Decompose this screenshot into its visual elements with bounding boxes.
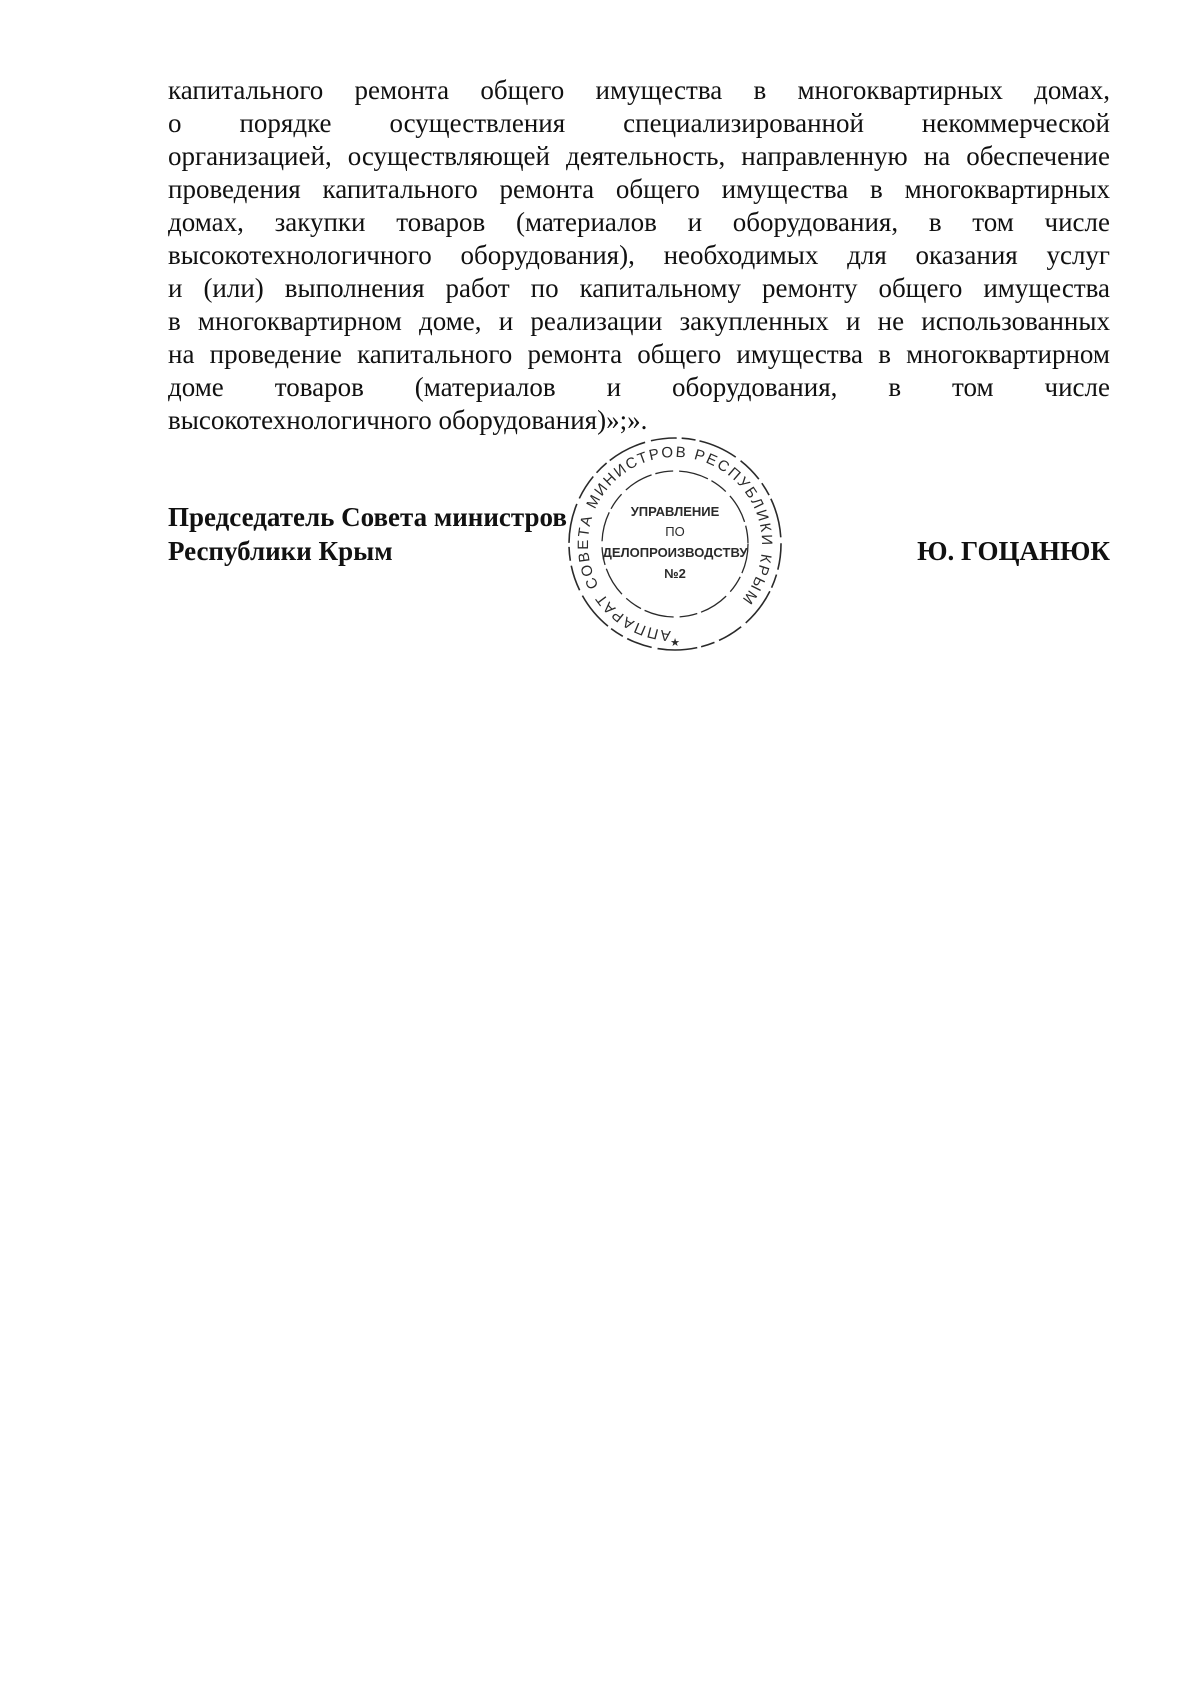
paragraph-line: доме товаров (материалов и оборудования, в том числе (168, 372, 1110, 402)
official-stamp (555, 432, 795, 656)
body-paragraph (168, 74, 1110, 437)
paragraph-line: домах, закупки товаров (материалов и оборудования, в том числе (168, 207, 1110, 237)
paragraph-line: о порядке осуществления специализированной некоммерческой (168, 108, 1110, 138)
paragraph-line: высокотехнологичного оборудования)»;». (168, 405, 648, 435)
paragraph-line: высокотехнологичного оборудования), необходимых для оказания услуг (168, 240, 1110, 270)
signatory-name: Ю. ГОЦАНЮК (917, 536, 1110, 566)
signatory-title-line-2: Республики Крым (168, 536, 393, 566)
paragraph-line: проведения капитального ремонта общего имущества в многоквартирных (168, 174, 1110, 204)
stamp-center-line-2: ПО (665, 524, 685, 539)
signatory-title-line-1: Председатель Совета министров (168, 502, 567, 532)
stamp-inner-ring (602, 471, 748, 617)
stamp-center-line-1: УПРАВЛЕНИЕ (630, 504, 720, 519)
stamp-center-line-3: ДЕЛОПРОИЗВОДСТВУ (602, 545, 748, 560)
stamp-outer-text: АППАРАТ СОВЕТА МИНИСТРОВ РЕСПУБЛИКИ КРЫМ (574, 443, 776, 645)
paragraph-line: и (или) выполнения работ по капитальному ремонту общего имущества (168, 273, 1110, 303)
stamp-star-icon: ★ (670, 637, 680, 649)
stamp-outer-ring (569, 438, 781, 650)
paragraph-line: капитального ремонта общего имущества в многоквартирных домах, (168, 75, 1110, 105)
paragraph-line: на проведение капитального ремонта общего имущества в многоквартирном (168, 339, 1110, 369)
paragraph-line: в многоквартирном доме, и реализации закупленных и не использованных (168, 306, 1110, 336)
stamp-center-line-4: №2 (664, 566, 686, 581)
paragraph-line: организацией, осуществляющей деятельность, направленную на обеспечение (168, 141, 1110, 171)
